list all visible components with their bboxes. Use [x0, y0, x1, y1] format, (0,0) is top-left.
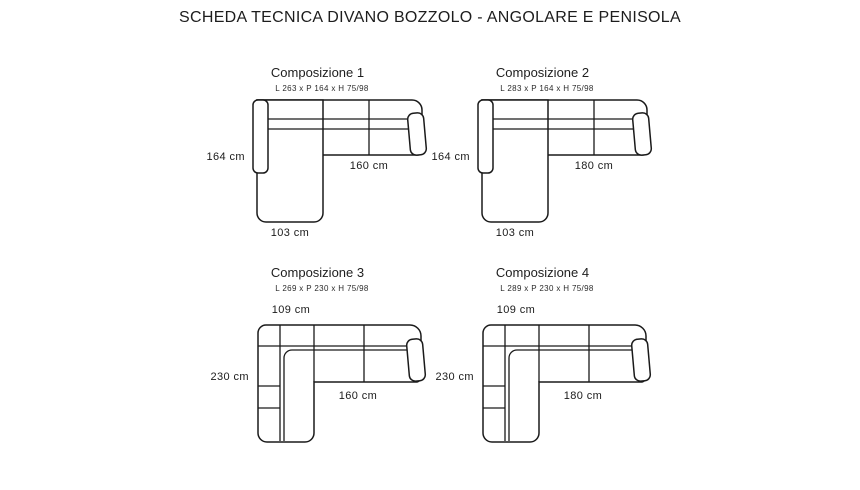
sofa-diagram-angolare: [475, 318, 655, 450]
composition-dimensions: L 289 x P 230 x H 75/98: [500, 284, 594, 293]
depth-dimension-label: 230 cm: [435, 371, 474, 383]
composition-dimensions: L 269 x P 230 x H 75/98: [275, 284, 369, 293]
composition-title: Composizione 3: [270, 265, 365, 280]
composition-1: [200, 60, 450, 260]
composition-4: [425, 260, 675, 460]
composition-dimensions: L 283 x P 164 x H 75/98: [500, 84, 594, 93]
composition-title: Composizione 2: [495, 65, 590, 80]
composition-2: [425, 60, 675, 260]
depth-dimension-label: 164 cm: [206, 151, 245, 163]
composition-title: Composizione 1: [270, 65, 365, 80]
top-width-dimension-label: 109 cm: [271, 304, 311, 316]
seat-width-dimension-label: 180 cm: [574, 160, 614, 172]
top-width-dimension-label: 109 cm: [496, 304, 536, 316]
composition-title: Composizione 4: [495, 265, 590, 280]
sofa-diagram-angolare: [250, 318, 430, 450]
seat-width-dimension-label: 160 cm: [338, 390, 378, 402]
composition-3: [200, 260, 450, 460]
chaise-width-dimension-label: 103 cm: [495, 227, 535, 239]
depth-dimension-label: 164 cm: [431, 151, 470, 163]
chaise-width-dimension-label: 103 cm: [270, 227, 310, 239]
seat-width-dimension-label: 180 cm: [563, 390, 603, 402]
page-title: SCHEDA TECNICA DIVANO BOZZOLO - ANGOLARE E PENISOLA: [179, 9, 681, 26]
composition-dimensions: L 263 x P 164 x H 75/98: [275, 84, 369, 93]
seat-width-dimension-label: 160 cm: [349, 160, 389, 172]
depth-dimension-label: 230 cm: [210, 371, 249, 383]
